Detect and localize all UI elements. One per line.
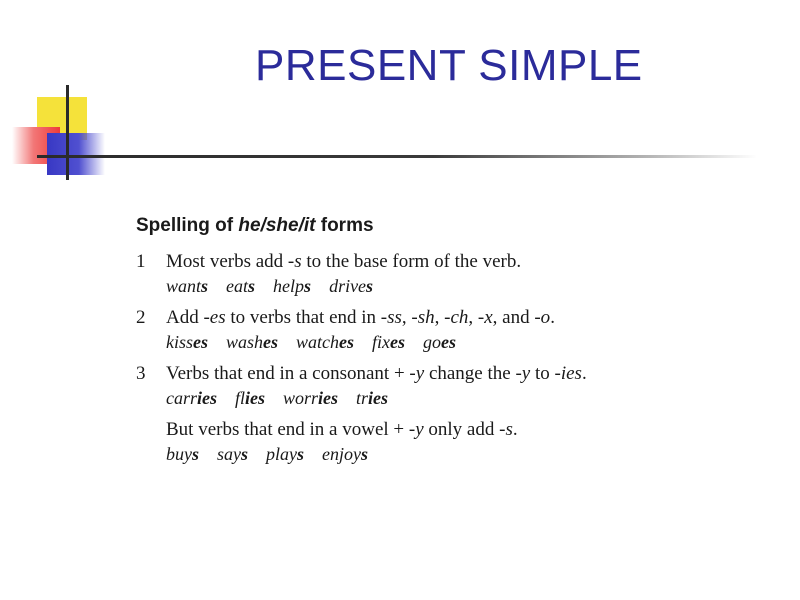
example-ending: s xyxy=(248,276,256,296)
example-ending: s xyxy=(304,276,312,296)
example-ending: s xyxy=(241,444,249,464)
example-word xyxy=(166,442,199,466)
rule-suffix-term: -y xyxy=(408,419,424,440)
heading-emphasis: he/she/it xyxy=(238,215,316,236)
rule-suffix-term: -s xyxy=(287,251,302,272)
rule-suffix-term: -es xyxy=(203,307,226,328)
rule-item xyxy=(136,306,696,354)
rule-text: But verbs that end in a vowel + xyxy=(166,419,409,440)
example-word xyxy=(283,386,338,410)
example-stem: fix xyxy=(372,332,391,352)
example-ending: s xyxy=(297,444,305,464)
rule-text: , xyxy=(401,307,412,328)
decor-blue-square xyxy=(47,133,105,175)
example-ending: ies xyxy=(368,388,389,408)
example-stem: want xyxy=(166,276,202,296)
example-ending: ies xyxy=(245,388,266,408)
example-stem: drive xyxy=(329,276,367,296)
rule-text: . xyxy=(550,307,555,328)
example-word xyxy=(322,442,368,466)
example-stem: help xyxy=(273,276,305,296)
rule-text-line xyxy=(166,306,696,330)
example-ending: s xyxy=(201,276,209,296)
example-stem: buy xyxy=(166,444,192,464)
example-ending: es xyxy=(441,332,457,352)
rule-suffix-term: -y xyxy=(515,363,531,384)
example-ending: es xyxy=(390,332,406,352)
rule-text-line xyxy=(166,250,696,274)
rule-text: Add xyxy=(166,307,204,328)
example-word xyxy=(226,330,278,354)
example-list xyxy=(166,330,696,354)
rule-number: 3 xyxy=(136,363,146,384)
example-ending: es xyxy=(263,332,279,352)
example-stem: worr xyxy=(283,388,319,408)
example-word xyxy=(296,330,354,354)
rules-list xyxy=(136,250,696,466)
rule-text: to the base form of the verb. xyxy=(301,251,522,272)
rule-item xyxy=(136,250,696,298)
example-stem: eat xyxy=(226,276,249,296)
example-ending: s xyxy=(366,276,374,296)
example-stem: play xyxy=(266,444,298,464)
rule-suffix-term: -ch xyxy=(444,307,469,328)
example-stem: wash xyxy=(226,332,264,352)
rule-text: , and xyxy=(492,307,535,328)
example-word xyxy=(372,330,405,354)
example-stem: say xyxy=(217,444,242,464)
example-word xyxy=(166,330,208,354)
example-word xyxy=(217,442,248,466)
rule-suffix-term: -sh xyxy=(411,307,435,328)
example-word xyxy=(166,386,217,410)
example-word xyxy=(423,330,456,354)
example-word xyxy=(226,274,255,298)
rule-text: change the xyxy=(424,363,516,384)
rule-text: Verbs that end in a consonant + xyxy=(166,363,410,384)
rules-heading xyxy=(136,214,696,238)
example-word xyxy=(273,274,311,298)
example-stem: carr xyxy=(166,388,197,408)
rule-item xyxy=(136,362,696,466)
rule-text: only add xyxy=(423,419,500,440)
rule-suffix-term: -ss xyxy=(380,307,402,328)
spelling-rules xyxy=(136,214,696,474)
rule-suffix-term: -s xyxy=(499,419,513,440)
rule-text: . xyxy=(581,363,587,384)
example-stem: go xyxy=(423,332,442,352)
subrule-text-line xyxy=(166,418,696,442)
example-stem: tr xyxy=(356,388,369,408)
rule-text: to xyxy=(530,363,555,384)
rule-text: . xyxy=(512,419,518,440)
example-word xyxy=(166,274,208,298)
rule-number: 2 xyxy=(136,307,146,328)
example-word xyxy=(356,386,388,410)
example-ending: s xyxy=(192,444,200,464)
example-word xyxy=(266,442,304,466)
slide-title: PRESENT SIMPLE xyxy=(255,41,643,90)
example-list xyxy=(166,274,696,298)
example-word xyxy=(235,386,265,410)
subexample-list xyxy=(166,442,696,466)
rule-suffix-term: -y xyxy=(409,363,425,384)
example-ending: s xyxy=(361,444,369,464)
decor-vertical-line xyxy=(66,85,69,180)
rule-text: to verbs that end in xyxy=(225,307,381,328)
rule-text: Most verbs add xyxy=(166,251,288,272)
rule-suffix-term: -x xyxy=(477,307,493,328)
example-ending: ies xyxy=(197,388,217,408)
rule-text: , xyxy=(434,307,445,328)
title-underline xyxy=(37,155,757,158)
example-stem: fl xyxy=(235,388,246,408)
example-ending: es xyxy=(193,332,208,352)
rule-suffix-term: -o xyxy=(534,307,551,328)
heading-prefix: Spelling of xyxy=(136,215,239,236)
example-stem: watch xyxy=(296,332,340,352)
rule-suffix-term: -ies xyxy=(554,363,582,384)
heading-suffix: forms xyxy=(315,215,374,236)
example-stem: enjoy xyxy=(322,444,362,464)
example-ending: ies xyxy=(318,388,339,408)
example-word xyxy=(329,274,373,298)
rule-text: , xyxy=(468,307,478,328)
rule-text-line xyxy=(166,362,696,386)
example-list xyxy=(166,386,696,410)
example-stem: kiss xyxy=(166,332,193,352)
example-ending: es xyxy=(339,332,355,352)
rule-number: 1 xyxy=(136,251,146,272)
